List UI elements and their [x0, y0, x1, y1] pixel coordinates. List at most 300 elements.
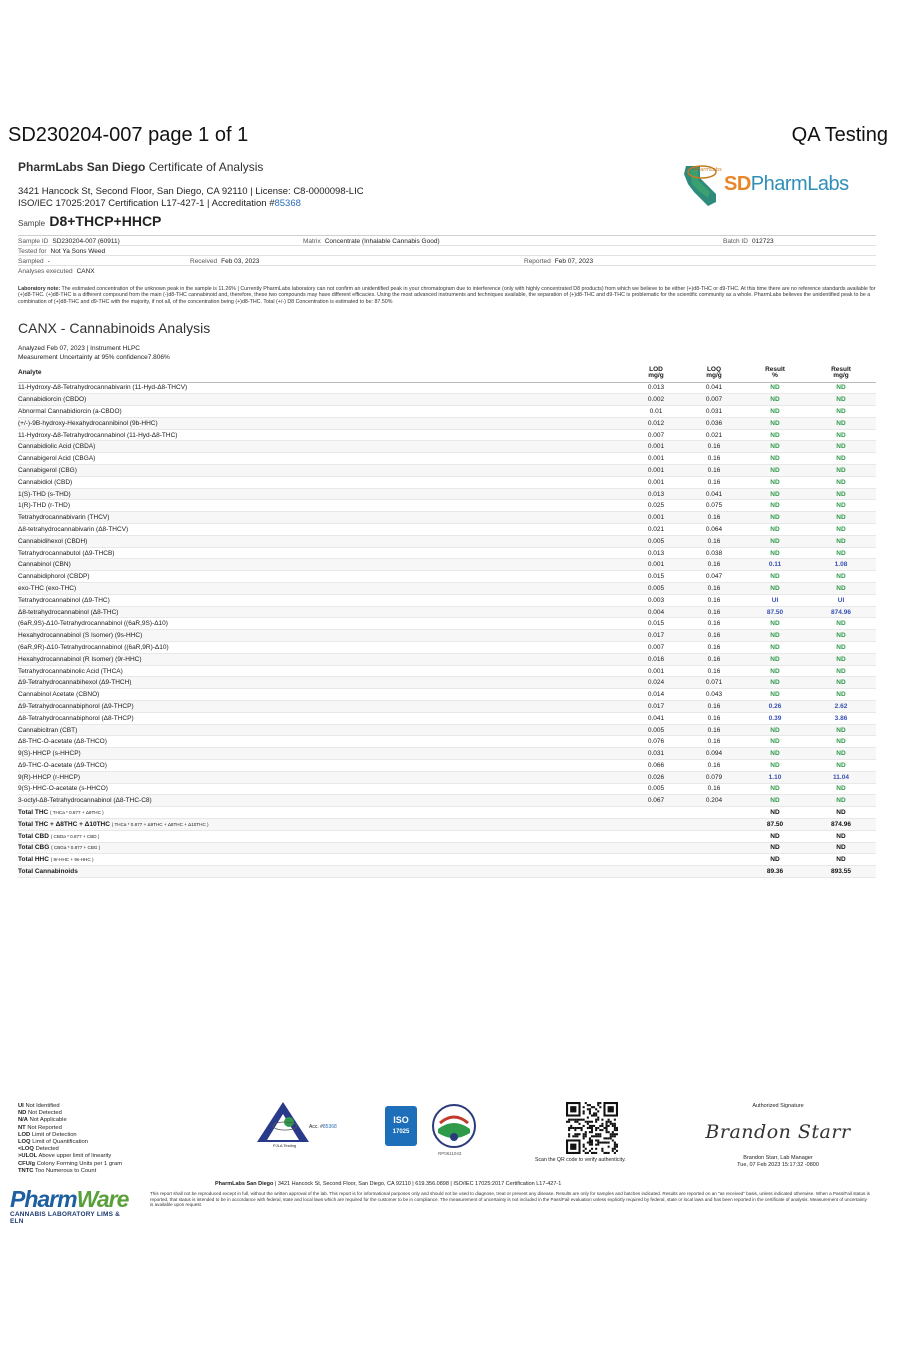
analyte-name: Δ8-tetrahydrocannabivarin (Δ8-THCV)	[18, 524, 628, 536]
table-row	[18, 689, 876, 701]
table-row	[18, 665, 876, 677]
loq-value: 0.16	[684, 512, 744, 524]
analyte-name: Cannabidiol (CBD)	[18, 476, 628, 488]
accreditation-prefix: ISO/IEC 17025:2017 Certification L17-427-1 | Accreditation #	[18, 198, 275, 209]
lod-value: 0.041	[628, 712, 684, 724]
lod-value: 0.013	[628, 382, 684, 394]
result-pct: ND	[744, 535, 806, 547]
result-pct: ND	[744, 677, 806, 689]
lod-value: 0.025	[628, 500, 684, 512]
loq-value: 0.071	[684, 677, 744, 689]
cannabinoids-table	[18, 364, 876, 878]
sample-id: Sample ID SD230204-007 (60911)	[18, 238, 120, 245]
analyte-name: Tetrahydrocannabinol (Δ9-THC)	[18, 594, 628, 606]
lab-info	[18, 160, 578, 210]
total-formula: ( 9r-HHC + 9s-HHC )	[50, 857, 94, 863]
table-row	[18, 524, 876, 536]
analyte-name: 9(R)-HHCP (r-HHCP)	[18, 771, 628, 783]
empty-cell	[628, 842, 684, 854]
total-formula: ( CBDa * 0.877 + CBD )	[50, 833, 100, 839]
result-mg: ND	[806, 394, 876, 406]
loq-value: 0.16	[684, 701, 744, 713]
laboratory-note	[18, 286, 878, 305]
dea-seal-icon	[430, 1103, 478, 1149]
empty-cell	[684, 818, 744, 830]
total-mg: 874.96	[806, 818, 876, 830]
result-mg: ND	[806, 653, 876, 665]
result-mg: ND	[806, 795, 876, 807]
total-name: Total HHC ( 9r-HHC + 9s-HHC )	[18, 854, 628, 866]
result-mg: ND	[806, 571, 876, 583]
result-pct: ND	[744, 512, 806, 524]
table-row	[18, 653, 876, 665]
empty-cell	[628, 818, 684, 830]
total-mg: 893.55	[806, 866, 876, 878]
accreditation-number: 85368	[274, 198, 301, 209]
analyte-name: Δ8-tetrahydrocannabinol (Δ8-THC)	[18, 606, 628, 618]
loq-value: 0.16	[684, 618, 744, 630]
col-loq: LOQ mg/g	[684, 364, 744, 382]
loq-value: 0.064	[684, 524, 744, 536]
result-pct: 0.26	[744, 701, 806, 713]
lod-value: 0.001	[628, 465, 684, 477]
signature-title: Authorized Signature	[752, 1103, 804, 1109]
signature-block	[688, 1103, 868, 1168]
lod-value: 0.005	[628, 783, 684, 795]
result-mg: 1.08	[806, 559, 876, 571]
result-pct: ND	[744, 465, 806, 477]
analyte-name: Δ8-Tetrahydrocannabiphorol (Δ8-THCP)	[18, 712, 628, 724]
result-mg: ND	[806, 476, 876, 488]
analyte-name: exo-THC (exo-THC)	[18, 583, 628, 595]
lod-value: 0.024	[628, 677, 684, 689]
lod-value: 0.013	[628, 547, 684, 559]
matrix: Matrix Concentrate (Inhalable Cannabis Good)	[303, 238, 440, 245]
table-row	[18, 760, 876, 772]
result-pct: ND	[744, 453, 806, 465]
footer-lab-details: | 3421 Hancock St, Second Floor, San Diego, CA 92110 | 619.356.0898 | ISO/IEC 17025:2017 Certification L17-427-1	[273, 1181, 562, 1187]
loq-value: 0.16	[684, 665, 744, 677]
sampled: Sampled -	[18, 258, 50, 265]
loq-value: 0.16	[684, 760, 744, 772]
result-pct: 0.11	[744, 559, 806, 571]
logo-text-prefix: SD	[724, 173, 751, 195]
pharmware-name-b: Ware	[76, 1186, 129, 1212]
analyte-name: 1(S)-THD (s-THD)	[18, 488, 628, 500]
table-row	[18, 453, 876, 465]
pjla-triangle-icon	[255, 1100, 311, 1144]
table-row	[18, 712, 876, 724]
result-pct: ND	[744, 583, 806, 595]
result-mg: ND	[806, 406, 876, 418]
col-analyte: Analyte	[18, 364, 628, 382]
result-pct: ND	[744, 748, 806, 760]
empty-cell	[628, 830, 684, 842]
total-mg: ND	[806, 807, 876, 819]
loq-value: 0.16	[684, 736, 744, 748]
result-pct: ND	[744, 689, 806, 701]
loq-value: 0.036	[684, 417, 744, 429]
table-row	[18, 559, 876, 571]
dea-seal	[430, 1103, 480, 1163]
lod-value: 0.015	[628, 571, 684, 583]
result-mg: ND	[806, 453, 876, 465]
table-row	[18, 795, 876, 807]
analysis-info	[18, 344, 170, 362]
result-pct: ND	[744, 653, 806, 665]
logo-text-main: PharmLabs	[750, 173, 849, 195]
lod-value: 0.005	[628, 535, 684, 547]
total-row	[18, 830, 876, 842]
table-row	[18, 571, 876, 583]
analyte-name: Δ9-Tetrahydrocannabihexol (Δ9-THCH)	[18, 677, 628, 689]
total-row	[18, 807, 876, 819]
pjla-accreditation: Acc. #85368	[309, 1124, 337, 1130]
lod-value: 0.005	[628, 724, 684, 736]
analyte-name: Cannabinol Acetate (CBNO)	[18, 689, 628, 701]
received: Received Feb 03, 2023	[190, 258, 260, 265]
total-name: Total CBG ( CBGa * 0.877 + CBG )	[18, 842, 628, 854]
result-mg: ND	[806, 547, 876, 559]
analyte-name: Δ9-THC-O-acetate (Δ9-THCO)	[18, 760, 628, 772]
analyte-name: Cannabinol (CBN)	[18, 559, 628, 571]
loq-value: 0.16	[684, 476, 744, 488]
analyte-name: 1(R)-THD (r-THD)	[18, 500, 628, 512]
loq-value: 0.16	[684, 594, 744, 606]
table-row	[18, 771, 876, 783]
legend-item: ND Not Detected	[18, 1110, 62, 1117]
lod-value: 0.001	[628, 453, 684, 465]
loq-value: 0.094	[684, 748, 744, 760]
result-mg: ND	[806, 665, 876, 677]
result-pct: ND	[744, 417, 806, 429]
lod-value: 0.007	[628, 429, 684, 441]
lod-value: 0.016	[628, 653, 684, 665]
abbreviation-legend	[18, 1103, 122, 1175]
loq-value: 0.16	[684, 465, 744, 477]
iso-label: ISO	[393, 1115, 409, 1125]
analyte-name: Cannabicitran (CBT)	[18, 724, 628, 736]
lod-value: 0.076	[628, 736, 684, 748]
empty-cell	[684, 854, 744, 866]
result-pct: ND	[744, 406, 806, 418]
table-row	[18, 748, 876, 760]
loq-value: 0.16	[684, 783, 744, 795]
total-mg: ND	[806, 830, 876, 842]
meta-row-analyses	[18, 265, 876, 275]
dea-code: RP0611043	[438, 1151, 462, 1156]
reported: Reported Feb 07, 2023	[524, 258, 594, 265]
lod-value: 0.015	[628, 618, 684, 630]
table-row	[18, 406, 876, 418]
lod-value: 0.001	[628, 665, 684, 677]
loq-value: 0.16	[684, 441, 744, 453]
result-pct: ND	[744, 783, 806, 795]
result-pct: ND	[744, 394, 806, 406]
result-pct: ND	[744, 441, 806, 453]
loq-value: 0.16	[684, 559, 744, 571]
total-mg: ND	[806, 842, 876, 854]
loq-value: 0.007	[684, 394, 744, 406]
analyte-name: 11-Hydroxy-Δ8-Tetrahydrocannabivarin (11-Hyd-Δ8-THCV)	[18, 382, 628, 394]
result-pct: ND	[744, 547, 806, 559]
result-mg: 2.62	[806, 701, 876, 713]
lod-value: 0.001	[628, 476, 684, 488]
table-row	[18, 476, 876, 488]
total-row	[18, 866, 876, 878]
loq-value: 0.079	[684, 771, 744, 783]
lod-value: 0.017	[628, 630, 684, 642]
page-id: SD230204-007 page 1 of 1	[8, 124, 249, 146]
analyte-name: Cannabigerol (CBG)	[18, 465, 628, 477]
result-mg: UI	[806, 594, 876, 606]
table-row	[18, 394, 876, 406]
result-pct: ND	[744, 500, 806, 512]
total-formula: ( THCa * 0.877 + Δ9THC )	[50, 810, 104, 816]
legend-item: LOD Limit of Detection	[18, 1131, 77, 1138]
loq-value: 0.16	[684, 535, 744, 547]
loq-value: 0.16	[684, 606, 744, 618]
result-mg: ND	[806, 630, 876, 642]
lod-value: 0.013	[628, 488, 684, 500]
col-lod: LOD mg/g	[628, 364, 684, 382]
result-mg: ND	[806, 465, 876, 477]
lab-address-line1: 3421 Hancock St, Second Floor, San Diego, CA 92110 | License: C8-0000098-LIC	[18, 186, 364, 197]
loq-value: 0.16	[684, 653, 744, 665]
signer-name: Brandon Starr, Lab Manager	[743, 1155, 813, 1161]
signer-info	[688, 1155, 868, 1168]
analyzed-line: Analyzed Feb 07, 2023 | Instrument HLPC	[18, 345, 141, 352]
result-mg: ND	[806, 524, 876, 536]
uncertainty-line: Measurement Uncertainty at 95% confidence7.806%	[18, 354, 170, 361]
table-row	[18, 701, 876, 713]
lod-value: 0.001	[628, 512, 684, 524]
result-mg: ND	[806, 618, 876, 630]
loq-value: 0.041	[684, 488, 744, 500]
analyte-name: (+/-)-9B-hydroxy-Hexahydrocannibinol (9b-HHC)	[18, 417, 628, 429]
result-pct: 0.39	[744, 712, 806, 724]
result-pct: ND	[744, 476, 806, 488]
logo-badge-text: PharmLabs	[694, 167, 722, 173]
table-row	[18, 677, 876, 689]
result-mg: ND	[806, 583, 876, 595]
total-name: Total THC ( THCa * 0.877 + Δ9THC )	[18, 807, 628, 819]
lod-value: 0.005	[628, 583, 684, 595]
analyte-name: Cannabidiphorol (CBDP)	[18, 571, 628, 583]
lab-address-line2	[18, 198, 578, 210]
result-mg: ND	[806, 535, 876, 547]
loq-value: 0.038	[684, 547, 744, 559]
signature-date: Tue, 07 Feb 2023 15:17:32 -0800	[737, 1161, 819, 1168]
loq-value: 0.16	[684, 630, 744, 642]
pjla-badge	[255, 1100, 355, 1150]
legend-item: <LOQ Detected	[18, 1146, 59, 1153]
result-pct: ND	[744, 618, 806, 630]
loq-value: 0.041	[684, 382, 744, 394]
result-mg: ND	[806, 642, 876, 654]
lod-value: 0.031	[628, 748, 684, 760]
table-row	[18, 724, 876, 736]
table-row	[18, 441, 876, 453]
analyte-name: Δ8-THC-O-acetate (Δ8-THCO)	[18, 736, 628, 748]
pharmware-name	[10, 1186, 130, 1213]
loq-value: 0.16	[684, 642, 744, 654]
lab-note-text: The estimated concentration of the unknown peak in the sample is 11.26% | Currently PharmLabs laboratory can not confirm an unidentified peak in your chromatogram due to interference (only with highly concentrated D8 products) from which we believe to be either (+)d8-THC or d9-THC. At this time there are no reference standards available for (+)d8-THC. (+)d8-THC is a different compound from the main (-)d8-THC cannabinoid and, therefore, these two compounds may have different efficacies. Using the most advanced instruments and techniques available, the separation of (+)d8-THC and d9-THC is problematic for the scientific community as a whole. PharmLabs believes the unidentified peak to be a combination of (+)d8-THC and d9-THC with the majority, if not all, of the concentration being (+)d8-THC. Total (+/-) D8 Concentration is estimated to be: 87.50%	[18, 286, 876, 305]
analyte-name: Hexahydrocannabinol (R Isomer) (9r-HHC)	[18, 653, 628, 665]
total-pct: 89.36	[744, 866, 806, 878]
sample-meta	[18, 235, 876, 275]
loq-value: 0.075	[684, 500, 744, 512]
table-row	[18, 783, 876, 795]
result-mg: ND	[806, 429, 876, 441]
total-name: Total CBD ( CBDa * 0.877 + CBD )	[18, 830, 628, 842]
lod-value: 0.003	[628, 594, 684, 606]
lab-note-label: Laboratory note:	[18, 286, 61, 292]
total-row	[18, 854, 876, 866]
legend-item: UI Not Identified	[18, 1103, 60, 1109]
pjla-label: PJLA Testing	[273, 1143, 297, 1148]
empty-cell	[628, 854, 684, 866]
table-row	[18, 618, 876, 630]
analyte-name: Abnormal Cannabidiorcin (a-CBDO)	[18, 406, 628, 418]
analyte-name: Tetrahydrocannabivarin (THCV)	[18, 512, 628, 524]
sample-label: Sample	[18, 219, 46, 228]
lod-value: 0.004	[628, 606, 684, 618]
lod-value: 0.066	[628, 760, 684, 772]
loq-value: 0.204	[684, 795, 744, 807]
table-row	[18, 382, 876, 394]
lab-name: PharmLabs San Diego	[18, 160, 146, 174]
loq-value: 0.031	[684, 406, 744, 418]
result-pct: ND	[744, 488, 806, 500]
lod-value: 0.012	[628, 417, 684, 429]
qa-testing-label: QA Testing	[791, 124, 888, 146]
col-result-mg: Result mg/g	[806, 364, 876, 382]
loq-value: 0.16	[684, 712, 744, 724]
lod-value: 0.017	[628, 701, 684, 713]
result-mg: 874.96	[806, 606, 876, 618]
sample-line	[18, 213, 161, 229]
table-row	[18, 417, 876, 429]
total-formula: ( CBGa * 0.877 + CBG )	[51, 845, 101, 851]
section-title: CANX - Cannabinoids Analysis	[18, 320, 211, 336]
page-header	[8, 124, 888, 150]
lod-value: 0.007	[628, 642, 684, 654]
loq-value: 0.16	[684, 724, 744, 736]
empty-cell	[628, 866, 684, 878]
batch-id: Batch ID 012723	[723, 238, 774, 245]
col-result-pct: Result %	[744, 364, 806, 382]
total-pct: ND	[744, 842, 806, 854]
result-pct: ND	[744, 524, 806, 536]
total-name: Total Cannabinoids	[18, 866, 628, 878]
result-mg: 3.86	[806, 712, 876, 724]
table-row	[18, 465, 876, 477]
loq-value: 0.021	[684, 429, 744, 441]
analyte-name: Cannabidihexol (CBDH)	[18, 535, 628, 547]
result-mg: ND	[806, 760, 876, 772]
table-row	[18, 547, 876, 559]
table-row	[18, 583, 876, 595]
table-header-row	[18, 364, 876, 382]
total-pct: ND	[744, 854, 806, 866]
table-row	[18, 594, 876, 606]
table-row	[18, 736, 876, 748]
result-mg: ND	[806, 724, 876, 736]
empty-cell	[684, 830, 744, 842]
lod-value: 0.01	[628, 406, 684, 418]
empty-cell	[684, 842, 744, 854]
legend-item: TNTC Too Numerous to Count	[18, 1167, 97, 1174]
legend-item: LOQ Limit of Quantification	[18, 1139, 88, 1146]
table-row	[18, 429, 876, 441]
result-pct: UI	[744, 594, 806, 606]
sample-name: D8+THCP+HHCP	[49, 213, 162, 229]
legend-item: CFU/g Colony Forming Units per 1 gram	[18, 1160, 123, 1167]
empty-cell	[684, 807, 744, 819]
legend-item: >ULOL Above upper limit of linearity	[18, 1153, 112, 1160]
result-pct: ND	[744, 665, 806, 677]
lod-value: 0.001	[628, 441, 684, 453]
total-pct: 87.50	[744, 818, 806, 830]
analyses-executed: Analyses executed CANX	[18, 268, 95, 275]
empty-cell	[628, 807, 684, 819]
analyte-name: Tetrahydrocannabinolic Acid (THCA)	[18, 665, 628, 677]
lab-address	[18, 186, 578, 210]
qr-code[interactable]	[566, 1102, 618, 1154]
result-pct: ND	[744, 630, 806, 642]
result-pct: ND	[744, 736, 806, 748]
table-body	[18, 382, 876, 877]
tested-for: Tested for Not Ya Sons Weed	[18, 248, 106, 255]
iso-17025-badge	[385, 1106, 417, 1146]
california-map-icon	[680, 162, 724, 208]
lod-value: 0.067	[628, 795, 684, 807]
total-pct: ND	[744, 807, 806, 819]
result-mg: ND	[806, 500, 876, 512]
pharmware-logo	[10, 1186, 130, 1225]
table-row	[18, 488, 876, 500]
table-row	[18, 500, 876, 512]
table-row	[18, 535, 876, 547]
table-row	[18, 512, 876, 524]
result-mg: ND	[806, 748, 876, 760]
total-row	[18, 818, 876, 830]
result-mg: ND	[806, 736, 876, 748]
iso-number: 17025	[392, 1129, 410, 1135]
table-row	[18, 606, 876, 618]
analyte-name: Cannabidiolic Acid (CBDA)	[18, 441, 628, 453]
meta-row-tested-for	[18, 245, 876, 255]
table-row	[18, 642, 876, 654]
analyte-name: Hexahydrocannabinol (S Isomer) (9s-HHC)	[18, 630, 628, 642]
loq-value: 0.16	[684, 583, 744, 595]
result-pct: ND	[744, 795, 806, 807]
analyte-name: Δ9-Tetrahydrocannabiphorol (Δ9-THCP)	[18, 701, 628, 713]
loq-value: 0.16	[684, 453, 744, 465]
meta-row-dates	[18, 255, 876, 265]
result-mg: ND	[806, 488, 876, 500]
pharmware-name-a: Pharm	[10, 1186, 77, 1212]
result-pct: ND	[744, 429, 806, 441]
lod-value: 0.021	[628, 524, 684, 536]
qr-caption: Scan the QR code to verify authenticity.	[535, 1157, 626, 1163]
doc-type: Certificate of Analysis	[148, 160, 264, 174]
analyte-name: Cannabigerol Acid (CBGA)	[18, 453, 628, 465]
loq-value: 0.047	[684, 571, 744, 583]
result-mg: ND	[806, 382, 876, 394]
total-name: Total THC + Δ8THC + Δ10THC ( THCa * 0.877 + Δ9THC + Δ8THC + Δ10THC )	[18, 818, 628, 830]
